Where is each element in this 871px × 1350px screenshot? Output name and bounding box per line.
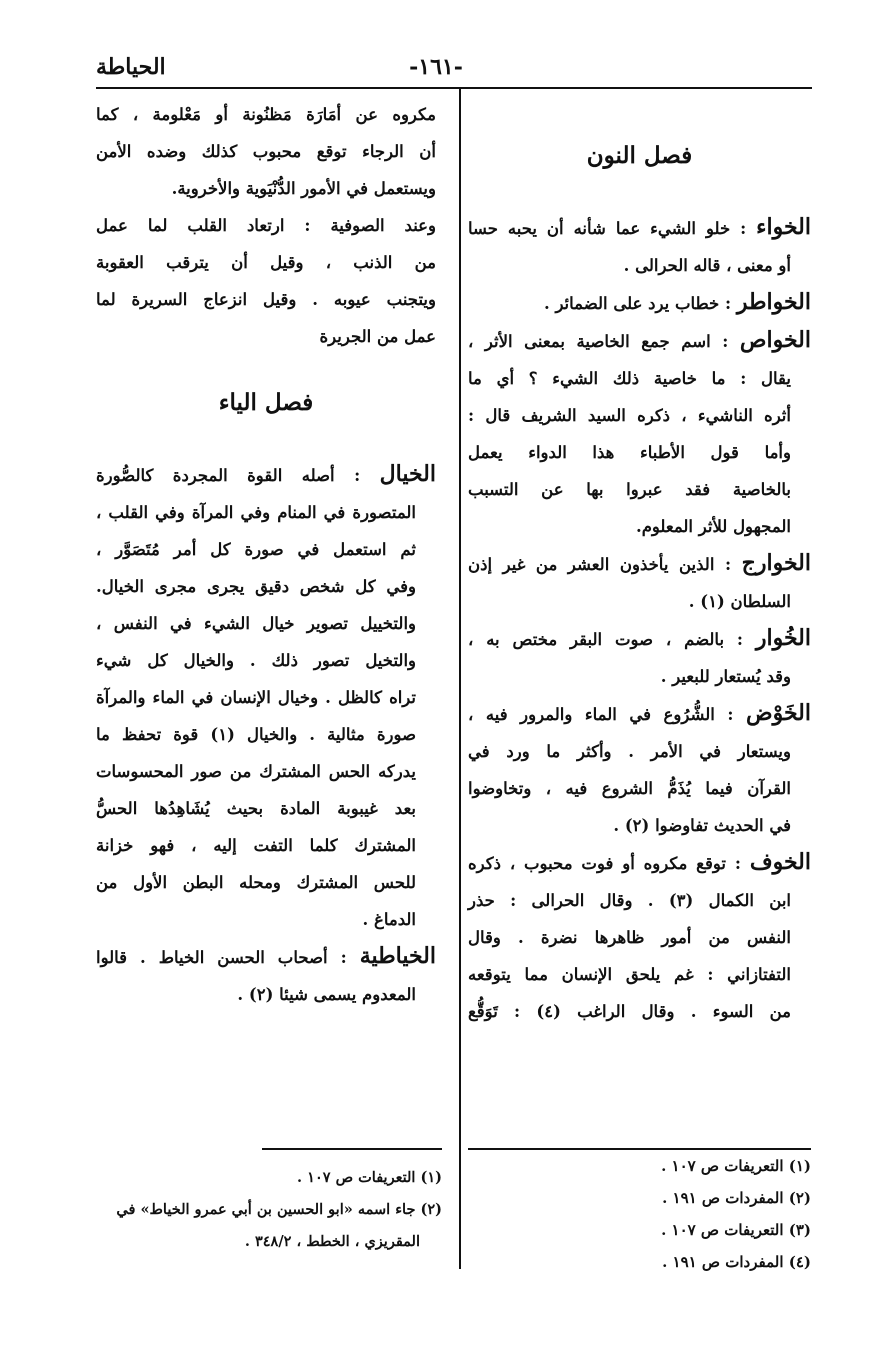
entry-term: الخوف [749, 849, 811, 875]
entry-term: الخياطية [359, 943, 436, 969]
entry-khawarij [468, 545, 811, 620]
footnote: (١) التعريفات ص ١٠٧ . [297, 1169, 442, 1186]
entry-text: من الذنب ، وقيل أن يترقب العقوبة [96, 253, 436, 272]
entry-text: من السوء . وقال الراغب (٤) : تَوَقُّع [468, 1002, 791, 1021]
entry-text: يدركه الحس المشترك من صور المحسوسات [96, 762, 416, 781]
entry-text: ابن الكمال (٣) . وقال الحرالى : حذر [468, 891, 792, 910]
entry-text: عمل من الجريرة [319, 327, 436, 346]
entry-text: المجهول للأثر المعلوم. [635, 517, 791, 536]
header-rule [96, 87, 812, 89]
entry-text: النفس من أمور ظاهرها نضرة . وقال [468, 928, 791, 947]
entry-text: بالخاصية فقد عبروا بها عن التسبب [468, 480, 791, 499]
entry-khuwar [468, 620, 811, 695]
entry-hawa [468, 209, 811, 284]
entry-term: الخَوْض [746, 700, 811, 726]
entry-text: المتصورة في المنام وفي المرآة وفي القلب ، [96, 503, 416, 522]
entry-text: : أصحاب الحسن الخياط . قالوا [96, 948, 360, 967]
footnote: (٢) جاء اسمه «ابو الحسين بن أبي عمرو الخياط» في [116, 1201, 442, 1218]
column-divider [459, 89, 461, 1269]
entry-text: ثم استعمل في صورة كل أمر مُتَصَوَّر ، [96, 540, 416, 559]
entry-text: صورة مثالية . والخيال (١) قوة تحفظ ما [96, 725, 416, 744]
footnote: المقريزي ، الخطط ، ٣٤٨/٢ . [244, 1233, 420, 1250]
footnote-rule-left [262, 1148, 442, 1150]
entry-term: الخواء [756, 214, 811, 240]
sufi-label: وعند الصوفية [330, 216, 437, 235]
entry-text: وأما قول الأطباء هذا الدواء يعمل [468, 443, 791, 462]
entry-term: الخيال [379, 461, 436, 487]
entry-text: مكروه عن أمَارَة مَظنُونة أو مَعْلومة ، كما [96, 105, 436, 124]
entry-text: ويتجنب عيوبه . وقيل انزعاج السريرة لما [96, 290, 436, 309]
entry-text: : الشُّرُوع في الماء والمرور فيه ، [468, 705, 747, 724]
entry-text: بعد غيبوبة المادة بحيث يُشَاهِدُها الحسُّ [96, 799, 416, 818]
entry-text: : أصله القوة المجردة كالصُّورة [96, 466, 380, 485]
footnote: (١) التعريفات ص ١٠٧ . [661, 1157, 811, 1175]
entry-text: المعدوم يسمى شيئا (٢) . [237, 985, 416, 1004]
entry-khayatiya [96, 938, 436, 1013]
entry-text: للحس المشترك ومحله البطن الأول من [96, 873, 416, 892]
entry-text: : خلو الشيء عما شأنه أن يحبه حسا [468, 219, 757, 238]
footnotes-left [96, 1162, 442, 1258]
entry-text: وفي كل شخص دقيق يجرى مجرى الخيال. [96, 577, 416, 596]
entry-text: السلطان (١) . [688, 592, 791, 611]
entry-text: ويستعمل في الأمور الدُّنْيَوية والأخروية. [171, 179, 436, 198]
entry-text: والتخييل تصوير خيال الشيء في النفس ، [96, 614, 416, 633]
entry-khawatir [468, 284, 811, 322]
entry-text: أثره الناشيء ، ذكره السيد الشريف قال : [468, 406, 791, 425]
sufi-definition [96, 207, 436, 355]
entry-text: المشترك كلما التفت إليه ، فهو خزانة [96, 836, 416, 855]
left-column [96, 96, 436, 1013]
entry-term: الخواص [739, 327, 811, 353]
section-title-ya: فصل الياء [218, 389, 314, 416]
entry-text: يقال : ما خاصية ذلك الشيء ؟ أي ما [468, 369, 791, 388]
footnote: (٣) التعريفات ص ١٠٧ . [661, 1221, 811, 1239]
entry-khawf [468, 844, 811, 1030]
entry-text: القرآن فيما يُذَمُّ الشروع فيه ، وتخاوضوا [468, 779, 791, 798]
entry-text: وقد يُستعار للبعير . [660, 667, 791, 686]
entry-text: : الذين يأخذون العشر من غير إذن [468, 555, 742, 574]
entry-text: : خطاب يرد على الضمائر . [543, 294, 737, 313]
footnote: (٢) المفردات ص ١٩١ . [662, 1189, 811, 1207]
entry-text: أن الرجاء توقع محبوب كذلك وضده الأمن [96, 142, 436, 161]
entry-text: التفتازاني : غم يلحق الإنسان مما يتوقعه [468, 965, 791, 984]
entry-text: والتخيل تصور ذلك . والخيال كل شيء [96, 651, 416, 670]
entry-term: الخواطر [736, 289, 811, 315]
page-number: -١٦١- [409, 54, 463, 80]
entry-term: الخُوار [755, 625, 811, 651]
right-column [468, 96, 811, 1030]
entry-term: الخوارج [741, 550, 811, 576]
entry-khawas [468, 322, 811, 545]
entry-text: : توقع مكروه أو فوت محبوب ، ذكره [468, 854, 750, 873]
entry-text: : ارتعاد القلب لما عمل [96, 216, 331, 235]
entry-khayal [96, 456, 436, 938]
entry-text: : اسم جمع الخاصية بمعنى الأثر ، [468, 332, 740, 351]
entry-text: ويستعار في الأمر . وأكثر ما ورد في [468, 742, 791, 761]
entry-khawd [468, 695, 811, 844]
entry-text: تراه كالظل . وخيال الإنسان في الماء والمرآة [96, 688, 416, 707]
section-title-nun: فصل النون [586, 142, 693, 169]
entry-text: : بالضم ، صوت البقر مختص به ، [468, 630, 756, 649]
running-title: الحياطة [96, 54, 166, 80]
entry-text: الدماغ . [362, 910, 416, 929]
khawf-continuation [96, 96, 436, 207]
footnotes-right [468, 1150, 811, 1278]
entry-text: أو معنى ، قاله الحرالى . [623, 256, 791, 275]
entry-text: في الحديث تفاوضوا (٢) . [613, 816, 791, 835]
footnote: (٤) المفردات ص ١٩١ . [662, 1253, 811, 1271]
